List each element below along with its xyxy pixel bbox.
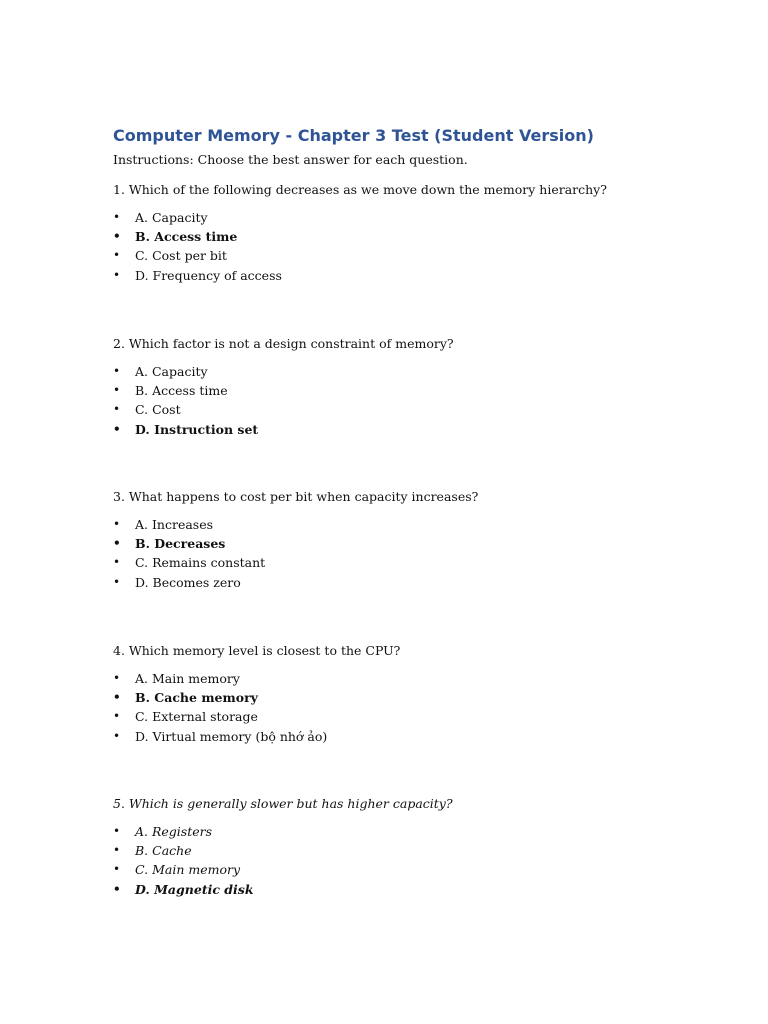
option-label: A. Capacity: [135, 364, 208, 379]
option-label: A. Main memory: [135, 671, 240, 686]
option-label: A. Capacity: [135, 210, 208, 225]
option-label: D. Becomes zero: [135, 574, 241, 590]
question-block: [113, 643, 400, 746]
option-label: D. Instruction set: [135, 421, 259, 437]
bullet-icon: •: [113, 248, 121, 263]
option-label: C. Remains constant: [135, 555, 266, 571]
option-label: D. Frequency of access: [135, 267, 282, 283]
options-list: [113, 515, 478, 592]
option-label: C. Cost: [135, 402, 181, 418]
option-label: B. Access time: [135, 229, 238, 245]
option-label: C. External storage: [135, 709, 258, 725]
answer-option-correct: [113, 534, 478, 553]
question-block: [113, 489, 478, 592]
answer-option-correct: [113, 880, 453, 899]
answer-option: [113, 841, 453, 860]
answer-option: [113, 246, 607, 265]
answer-option: [113, 208, 607, 227]
option-label: B. Access time: [135, 383, 228, 399]
options-list: [113, 822, 453, 899]
bullet-icon: •: [113, 210, 121, 224]
bullet-icon: •: [113, 862, 121, 877]
answer-option: [113, 362, 454, 381]
option-label: B. Cache: [135, 843, 192, 859]
document-title: Computer Memory - Chapter 3 Test (Student Version): [113, 126, 594, 145]
question-block: [113, 182, 607, 285]
bullet-icon: •: [113, 709, 121, 724]
question-text: 3. What happens to cost per bit when capacity increases?: [113, 489, 479, 504]
option-label: C. Main memory: [135, 862, 241, 878]
document-page: [113, 125, 713, 897]
option-label: D. Virtual memory (bộ nhớ ảo): [135, 728, 328, 744]
option-label: D. Magnetic disk: [135, 881, 254, 897]
question-text: 1. Which of the following decreases as we move down the memory hierarchy?: [113, 182, 607, 197]
bullet-icon: •: [113, 574, 121, 589]
option-label: C. Cost per bit: [135, 248, 227, 264]
answer-option-correct: [113, 420, 454, 439]
answer-option: [113, 822, 453, 841]
option-label: B. Decreases: [135, 536, 226, 552]
bullet-icon: •: [113, 383, 121, 398]
question-block: [113, 796, 453, 899]
bullet-icon: •: [113, 364, 121, 378]
bullet-icon: •: [113, 517, 121, 531]
bullet-icon: •: [113, 824, 121, 838]
bullet-icon: •: [113, 555, 121, 570]
answer-option: [113, 707, 400, 726]
options-list: [113, 669, 400, 746]
answer-option: [113, 727, 400, 746]
question-block: [113, 336, 454, 439]
bullet-icon: •: [113, 881, 121, 896]
answer-option: [113, 266, 607, 285]
instructions-text: Instructions: Choose the best answer for each question.: [113, 152, 468, 167]
question-text: 2. Which factor is not a design constraint of memory?: [113, 336, 454, 351]
options-list: [113, 362, 454, 439]
option-label: A. Increases: [135, 517, 214, 532]
answer-option-correct: [113, 688, 400, 707]
answer-option: [113, 553, 478, 572]
bullet-icon: •: [113, 843, 121, 858]
option-label: A. Registers: [135, 824, 213, 839]
option-label: B. Cache memory: [135, 690, 258, 706]
answer-option: [113, 573, 478, 592]
answer-option-correct: [113, 227, 607, 246]
answer-option: [113, 515, 478, 534]
bullet-icon: •: [113, 267, 121, 282]
bullet-icon: •: [113, 421, 121, 436]
bullet-icon: •: [113, 728, 121, 743]
answer-option: [113, 400, 454, 419]
bullet-icon: •: [113, 536, 121, 551]
answer-option: [113, 860, 453, 879]
question-text: 5. Which is generally slower but has higher capacity?: [113, 796, 453, 811]
answer-option: [113, 381, 454, 400]
bullet-icon: •: [113, 229, 121, 244]
answer-option: [113, 669, 400, 688]
bullet-icon: •: [113, 671, 121, 685]
question-text: 4. Which memory level is closest to the CPU?: [113, 643, 401, 658]
bullet-icon: •: [113, 402, 121, 417]
bullet-icon: •: [113, 690, 121, 705]
options-list: [113, 208, 607, 285]
